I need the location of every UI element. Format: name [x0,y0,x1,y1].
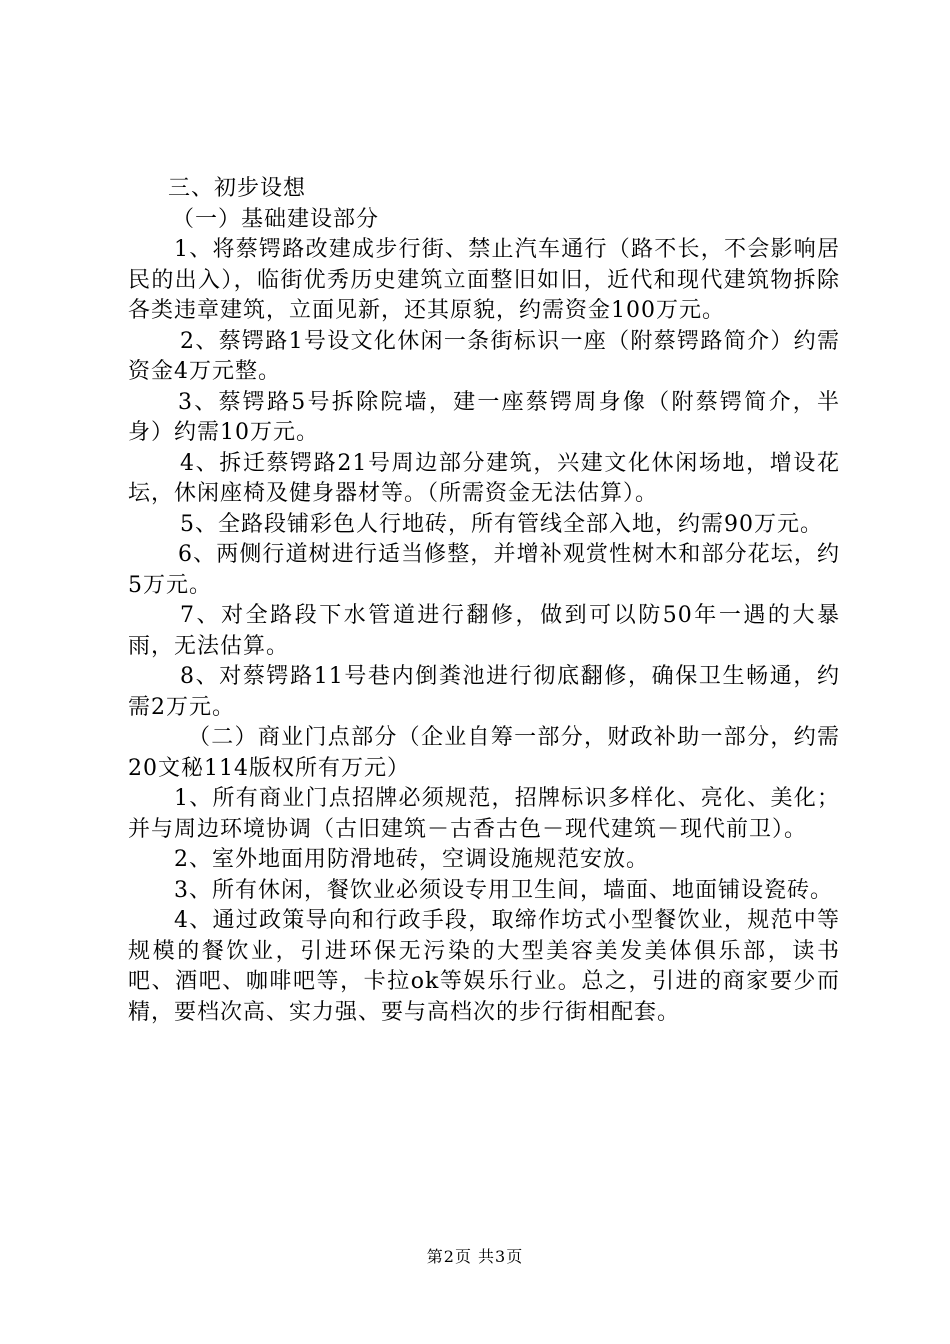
section-heading: 三、初步设想 [168,176,307,201]
paragraph-item-4: 4、拆迁蔡锷路21号周边部分建筑，兴建文化休闲场地，增设花坛，休闲座椅及健身器材等。（所需资金无法估算）。 [128,450,840,506]
subsection-heading-commercial: （二）商业门点部分（企业自筹一部分，财政补助一部分，约需20文秘114版权所有万元） [128,725,840,781]
paragraph-commercial-3: 3、所有休闲，餐饮业必须设专用卫生间，墙面、地面铺设瓷砖。 [174,877,833,903]
paragraph-item-7: 7、对全路段下水管道进行翻修，做到可以防50年一遇的大暴雨，无法估算。 [128,603,840,659]
paragraph-item-3: 3、蔡锷路5号拆除院墙，建一座蔡锷周身像（附蔡锷简介，半身）约需10万元。 [128,389,840,445]
paragraph-commercial-1: 1、所有商业门点招牌必须规范，招牌标识多样化、亮化、美化；并与周边环境协调（古旧建筑－古香古色－现代建筑－现代前卫）。 [128,786,840,842]
paragraph-item-8: 8、对蔡锷路11号巷内倒粪池进行彻底翻修，确保卫生畅通，约需2万元。 [128,664,840,720]
page-footer: 第2页 共3页 [426,1247,524,1266]
paragraph-item-1: 1、将蔡锷路改建成步行街、禁止汽车通行（路不长，不会影响居民的出入），临街优秀历史建筑立面整旧如旧，近代和现代建筑物拆除各类违章建筑，立面见新，还其原貌，约需资金100万元。 [128,237,840,323]
paragraph-item-6: 6、两侧行道树进行适当修整，并增补观赏性树木和部分花坛，约5万元。 [128,542,840,598]
paragraph-item-2: 2、蔡锷路1号设文化休闲一条街标识一座（附蔡锷路简介）约需资金4万元整。 [128,328,840,384]
paragraph-commercial-4: 4、通过政策导向和行政手段，取缔作坊式小型餐饮业，规范中等规模的餐饮业，引进环保无污染的大型美容美发美体俱乐部，读书吧、酒吧、咖啡吧等，卡拉ok等娱乐行业。总之，引进的商家要少而精，要档次高、实力强、要与高档次的步行街相配套。 [128,908,840,1025]
document-body [128,174,840,1028]
paragraph-item-5: 5、全路段铺彩色人行地砖，所有管线全部入地，约需90万元。 [180,511,823,537]
paragraph-commercial-2: 2、室外地面用防滑地砖，空调设施规范安放。 [174,847,649,872]
subsection-heading-infrastructure: （一）基础建设部分 [172,206,380,232]
